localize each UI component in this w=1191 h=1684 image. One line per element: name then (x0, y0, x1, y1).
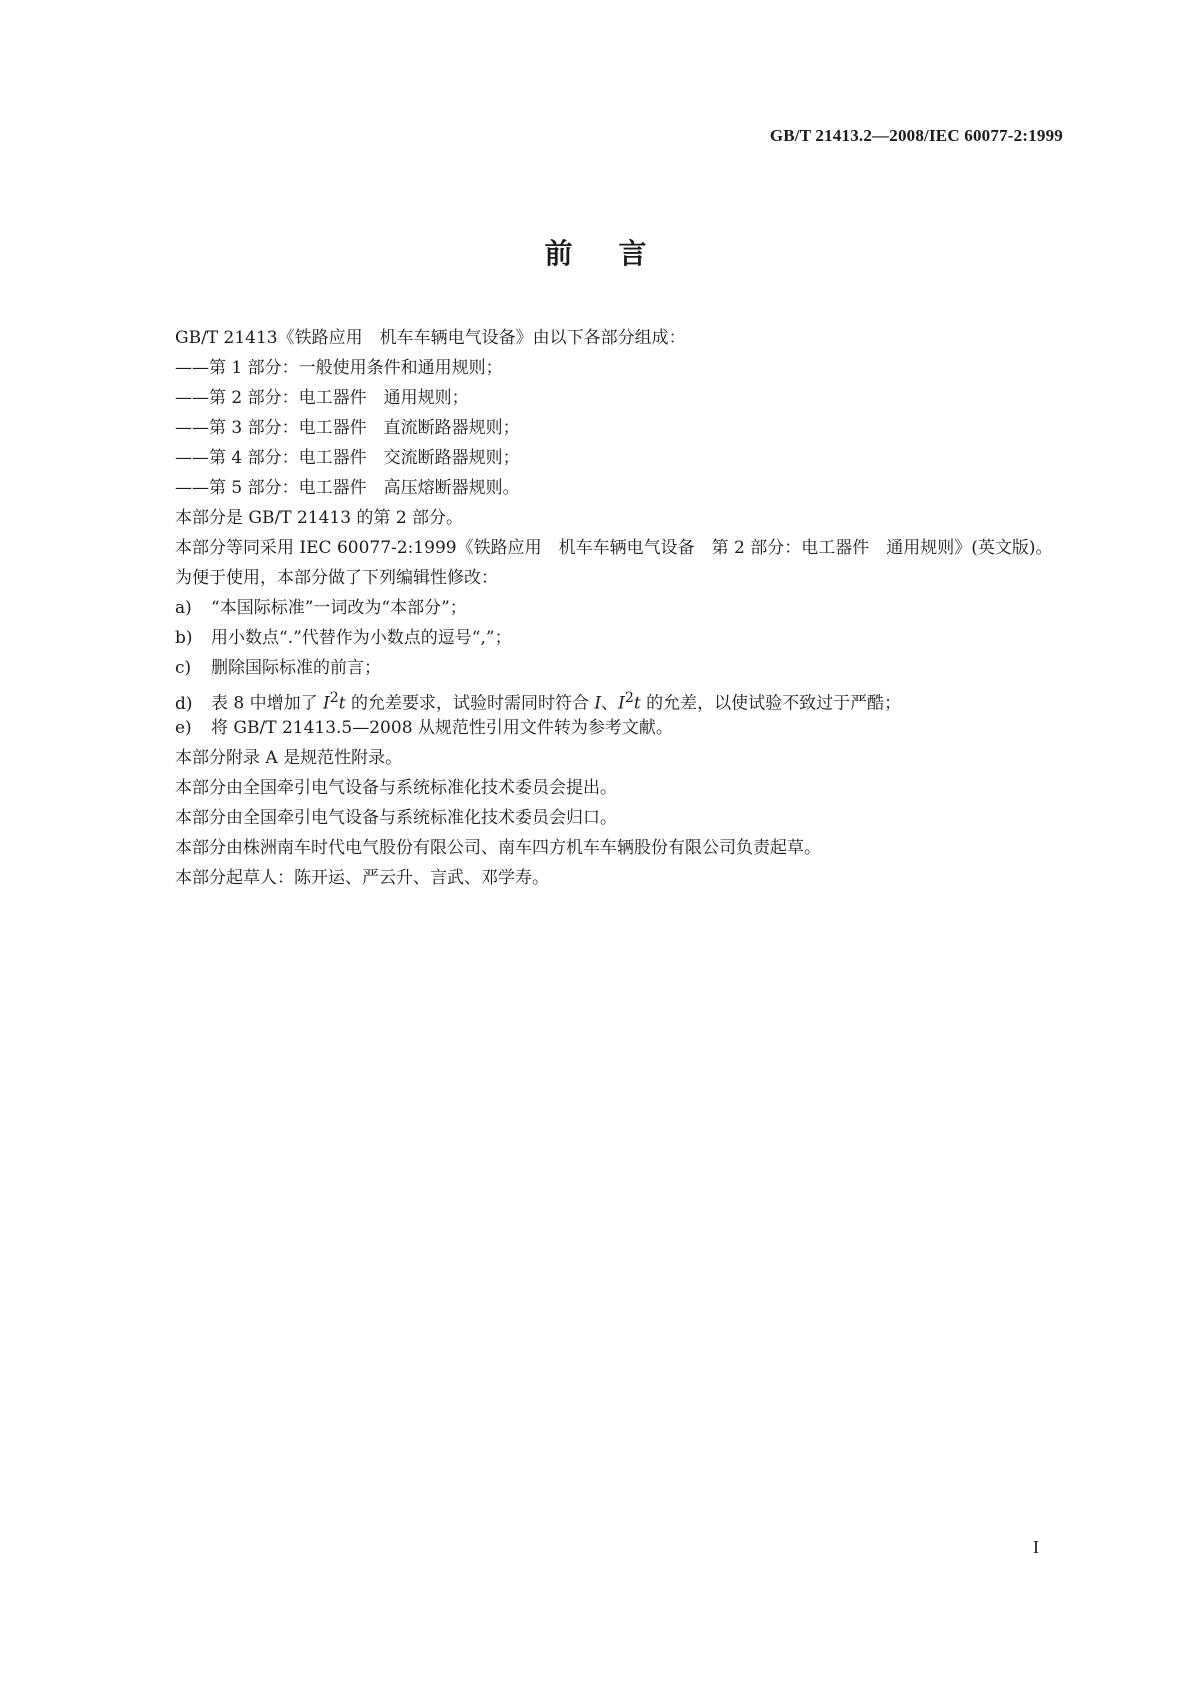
adoption-statement: 本部分等同采用 IEC 60077-2:1999《铁路应用 机车车辆电气设备 第 2 部分：电工器件 通用规则》(英文版)。 (175, 538, 1053, 558)
var-i: I (594, 693, 602, 714)
edit-item-b (130, 623, 1065, 653)
var-t: t (338, 693, 346, 714)
list-marker: b) (175, 628, 193, 648)
title-char-2: 言 (618, 237, 647, 270)
edit-text: 用小数点“.”代替作为小数点的逗号“,”； (211, 628, 512, 648)
edits-intro: 为便于使用，本部分做了下列编辑性修改： (175, 568, 498, 588)
list-marker: d) (175, 693, 193, 714)
edit-text-pre: 表 8 中增加了 (211, 693, 324, 714)
edit-text-post: 的允差，以使试验不致过于严酷； (640, 693, 902, 714)
drafting-org-statement: 本部分由株洲南车时代电气股份有限公司、南车四方机车车辆股份有限公司负责起草。 (175, 838, 821, 858)
edit-item-e (130, 713, 1065, 743)
title-char-1: 前 (544, 237, 573, 270)
var-t: t (633, 693, 641, 714)
part-item-5: ——第 5 部分：电工器件 高压熔断器规则。 (175, 478, 520, 498)
separator: 、 (601, 693, 619, 714)
drafters-statement: 本部分起草人：陈开运、严云升、言武、邓学寿。 (175, 868, 549, 888)
edit-item-a (130, 593, 1065, 623)
edit-text: 删除国际标准的前言； (211, 658, 381, 678)
list-marker: e) (175, 718, 192, 738)
part-item-3: ——第 3 部分：电工器件 直流断路器规则； (175, 418, 520, 438)
edit-item-c (130, 653, 1065, 683)
standard-code: GB/T 21413.2—2008/IEC 60077-2:1999 (769, 126, 1063, 145)
custodian-statement: 本部分由全国牵引电气设备与系统标准化技术委员会归口。 (175, 808, 617, 828)
edit-item-d (130, 683, 1065, 713)
edit-text-mid: 的允差要求，试验时需同时符合 (345, 693, 595, 714)
superscript: 2 (329, 690, 339, 706)
page-number: I (1033, 1537, 1039, 1557)
page-title (0, 232, 1191, 272)
list-marker: c) (175, 658, 192, 678)
part-item-2: ——第 2 部分：电工器件 通用规则； (175, 388, 469, 408)
var-i: I (618, 693, 625, 714)
annex-statement: 本部分附录 A 是规范性附录。 (175, 748, 403, 768)
edit-text: “本国际标准”一词改为“本部分”； (211, 598, 467, 618)
part-item-4: ——第 4 部分：电工器件 交流断路器规则； (175, 448, 520, 468)
edit-text: 将 GB/T 21413.5—2008 从规范性引用文件转为参考文献。 (211, 718, 673, 738)
var-i: I (323, 693, 330, 714)
foreword-body (130, 323, 1065, 893)
list-marker: a) (175, 598, 192, 618)
part-statement: 本部分是 GB/T 21413 的第 2 部分。 (175, 508, 464, 528)
parts-intro: GB/T 21413《铁路应用 机车车辆电气设备》由以下各部分组成： (175, 328, 686, 348)
superscript: 2 (624, 690, 634, 706)
part-item-1: ——第 1 部分：一般使用条件和通用规则； (175, 358, 503, 378)
proposer-statement: 本部分由全国牵引电气设备与系统标准化技术委员会提出。 (175, 778, 617, 798)
